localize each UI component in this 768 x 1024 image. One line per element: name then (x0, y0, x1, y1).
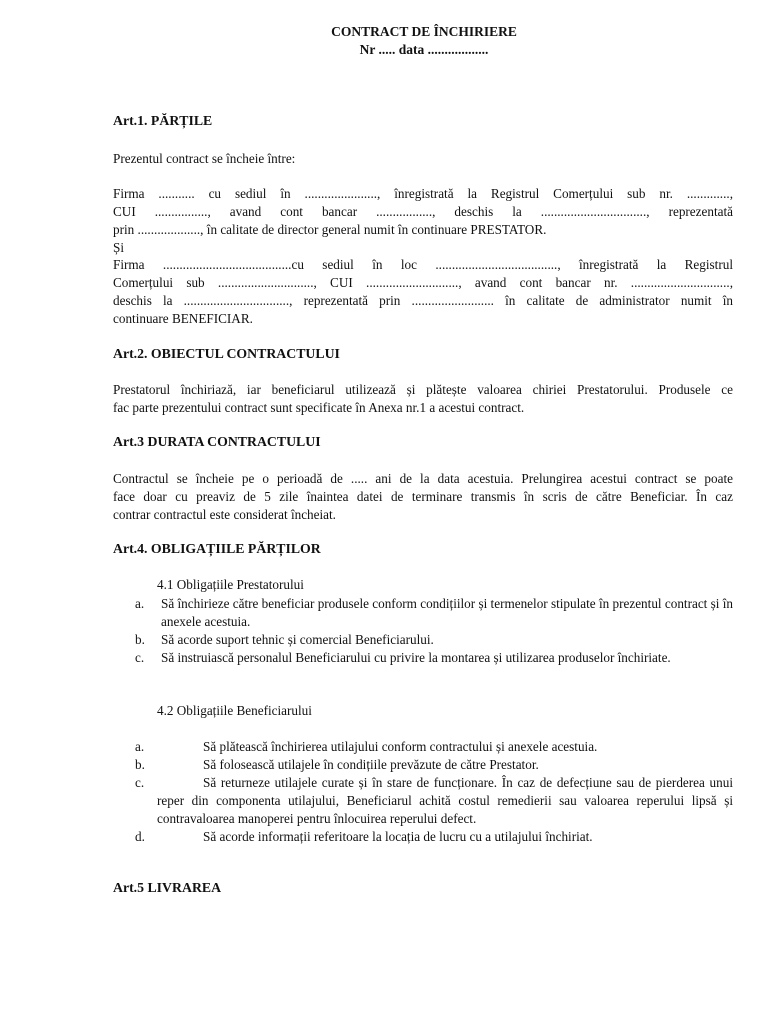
obligatii-beneficiar-title: 4.2 Obligațiile Beneficiarului (157, 703, 312, 718)
contract-number-line: Nr ..... data .................. (359, 42, 489, 57)
art2-line-2: fac parte prezentului contract sunt specificate în Anexa nr.1 a acestui contract. (113, 400, 525, 415)
list-marker: c. (135, 775, 145, 790)
list-item-text: Să folosească utilajele în condițiile prevăzute de către Prestator. (203, 757, 539, 772)
list-item-text: Să acorde suport tehnic și comercial Beneficiarului. (161, 632, 434, 647)
list-marker: b. (135, 632, 145, 647)
list-item-text: Să returneze utilajele curate și în stare de funcționare. În caz de defecțiune sau de pierderea unui reper din componenta utilajului, Beneficiarul achită costul remedierii sau valoarea reperului lipsă și contravaloarea manoperei pentru înlocuirea reperului defect. (157, 775, 733, 826)
firma1-line-2: CUI ................, avand cont bancar ................., deschis la ................................, reprezentată (113, 204, 733, 219)
list-marker: d. (135, 829, 145, 844)
list-marker: a. (135, 596, 145, 611)
list-item-text: Să plătească închirierea utilajului conform contractului și anexele acestuia. (203, 739, 598, 754)
contract-title: CONTRACT DE ÎNCHIRIERE (331, 24, 517, 39)
firma1-line-3: prin ..................., în calitate de director general numit în continuare PRESTATOR. (113, 222, 547, 237)
list-marker: a. (135, 739, 145, 754)
list-item-text: Să instruiască personalul Beneficiarului cu privire la montarea și utilizarea produselor închiriate. (161, 650, 671, 665)
art1-intro: Prezentul contract se încheie între: (113, 151, 296, 166)
obligatii-prestator-title: 4.1 Obligațiile Prestatorului (157, 577, 304, 592)
art5-heading: Art.5 LIVRAREA (113, 880, 222, 895)
firma2-line-1: Firma .......................................cu sediul în loc ....................................., înregistrată la Registrul (113, 257, 733, 272)
beneficiar-item-c (113, 774, 733, 828)
art3-line-3: contrar contractul este considerat încheiat. (113, 507, 336, 522)
art4-heading: Art.4. OBLIGAȚIILE PĂRȚILOR (113, 541, 321, 556)
art3-line-1: Contractul se încheie pe o perioadă de ..... ani de la data acestuia. Prelungirea acestui contract se poate (113, 471, 733, 486)
art3-heading: Art.3 DURATA CONTRACTULUI (113, 434, 321, 449)
firma2-line-2: Comerțului sub ............................., CUI ............................, avand cont bancar nr. .............................., (113, 275, 733, 290)
firma2-line-4: continuare BENEFICIAR. (113, 311, 253, 326)
firma2-line-3: deschis la ................................, reprezentată prin ......................... în calitate de administrator numit în (113, 293, 733, 308)
art1-heading: Art.1. PĂRȚILE (113, 113, 213, 128)
list-item-text: Să închirieze către beneficiar produsele conform condițiilor și termenelor stipulate în prezentul contract și în anexele acestuia. (161, 596, 733, 629)
list-item-text: Să acorde informații referitoare la locația de lucru cu a utilajului închiriat. (203, 829, 593, 844)
prestator-item-c (113, 649, 733, 685)
list-marker: c. (135, 650, 145, 665)
art2-line-1: Prestatorul închiriază, iar beneficiarul utilizează și plătește valoarea chiriei Prestatorului. Produsele ce (113, 382, 733, 397)
si-connector: Și (113, 240, 124, 255)
beneficiar-item-b (113, 756, 733, 774)
firma1-line-1: Firma ........... cu sediul în ......................, înregistrată la Registrul Comerțului sub nr. ............., (113, 186, 733, 201)
beneficiar-item-a (113, 738, 733, 756)
art3-line-2: face doar cu preaviz de 5 zile înaintea datei de terminare transmis în scris de către Beneficiar. În caz (113, 489, 733, 504)
list-marker: b. (135, 757, 145, 772)
beneficiar-item-d (113, 828, 733, 846)
art2-heading: Art.2. OBIECTUL CONTRACTULUI (113, 346, 340, 361)
prestator-item-b (113, 631, 733, 649)
prestator-item-a (113, 595, 733, 631)
